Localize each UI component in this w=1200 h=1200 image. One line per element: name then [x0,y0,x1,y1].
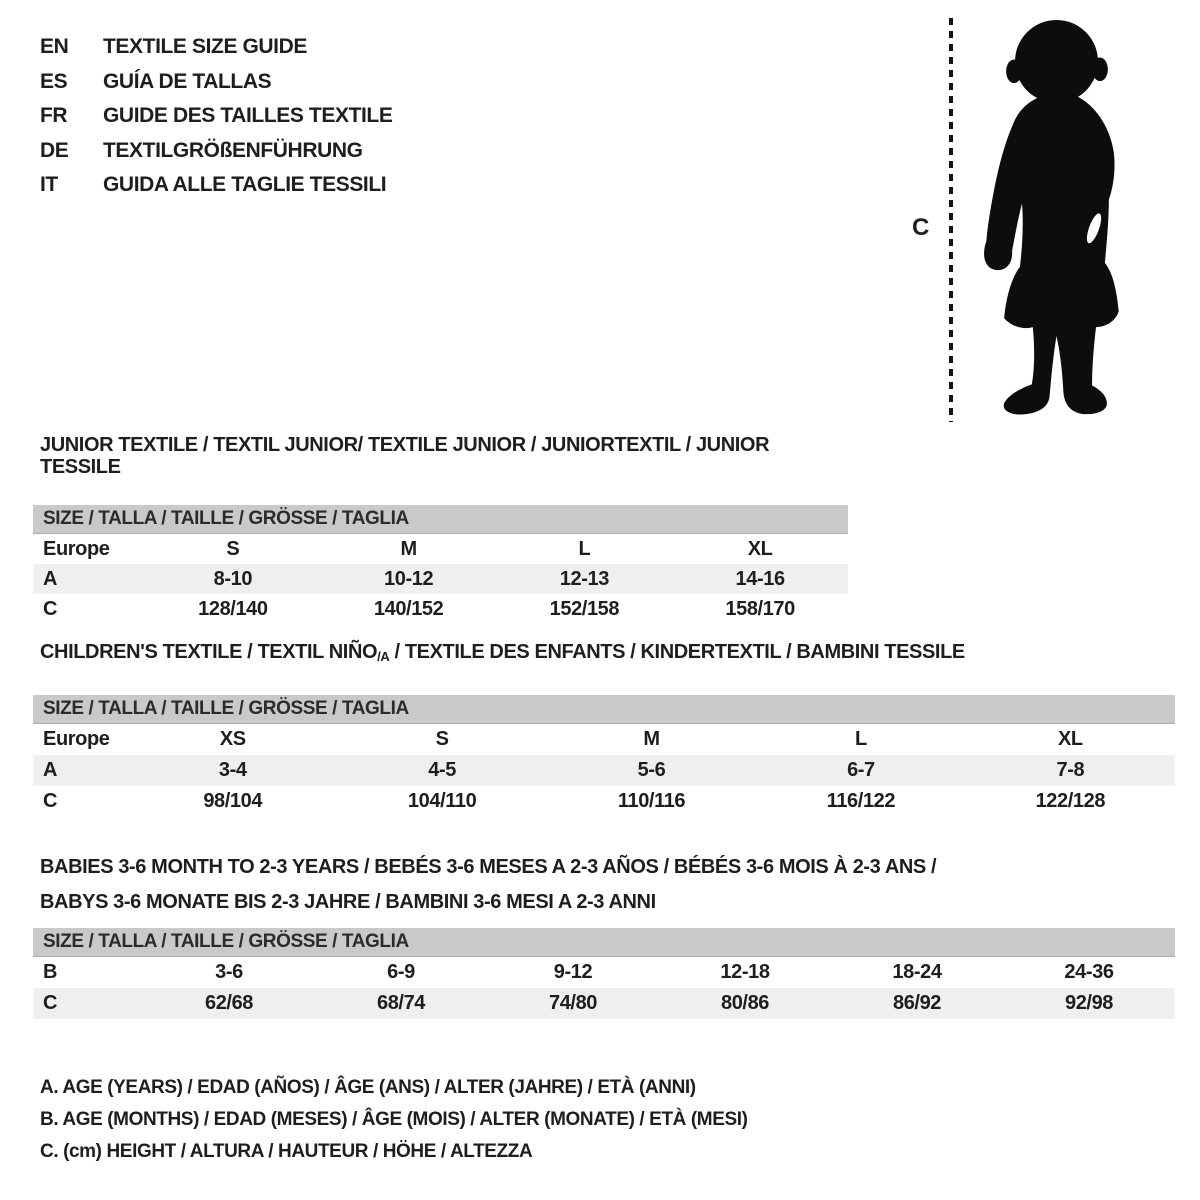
babies-section-title [40,850,1175,920]
table-row-age-months [33,957,1175,988]
language-row [40,30,392,65]
row-label: Europe [43,728,110,750]
junior-size-table [33,505,848,624]
table-row-height [33,594,848,624]
language-title-list [40,30,392,203]
table-cell: 8-10 [213,568,253,590]
row-label: A [43,759,58,781]
table-cell: M [643,728,660,750]
guide-title: GUÍA DE TALLAS [103,69,272,93]
table-row-europe [33,724,1175,755]
table-cell: XL [747,538,773,560]
height-label-c: C [912,214,929,241]
table-row-height [33,786,1175,817]
table-row-age [33,564,848,594]
language-row [40,65,392,100]
table-cell: S [435,728,449,750]
language-row [40,134,392,169]
table-cell: 152/158 [549,598,620,620]
size-header-bar: SIZE / TALLA / TAILLE / GRÖSSE / TAGLIA [33,695,1175,724]
table-cell: M [400,538,417,560]
table-cell: 110/116 [617,790,686,812]
children-size-table [33,695,1175,817]
table-cell: L [855,728,867,750]
table-cell: 158/170 [725,598,795,620]
babies-title-line2: BABYS 3-6 MONATE BIS 2-3 JAHRE / BAMBINI 3-6 MESI A 2-3 ANNI [40,891,656,913]
legend-footnotes [40,1072,748,1168]
table-cell: 3-4 [218,759,247,781]
language-row [40,99,392,134]
table-cell: 3-6 [215,961,243,983]
row-label: C [43,992,58,1014]
guide-title: GUIDA ALLE TAGLIE TESSILI [103,173,387,197]
table-cell: 10-12 [384,568,434,590]
language-code: ES [40,69,68,93]
babies-size-table [33,928,1175,1019]
table-cell: 140/152 [373,598,444,620]
table-cell: 18-24 [892,961,942,983]
table-cell: L [578,538,591,560]
table-cell: 14-16 [735,568,785,590]
row-label: C [43,598,58,620]
table-cell: 74/80 [548,992,598,1014]
table-cell: 104/110 [407,790,477,812]
children-title-suffix: / TEXTILE DES ENFANTS / KINDERTEXTIL / BAMBINI TESSILE [389,641,965,663]
toddler-silhouette-icon [966,16,1146,416]
height-figure [880,10,1190,425]
language-code: DE [40,138,69,162]
table-cell: 128/140 [198,598,268,620]
language-code: EN [40,35,69,59]
junior-section-title: JUNIOR TEXTILE / TEXTIL JUNIOR/ TEXTILE JUNIOR / JUNIORTEXTIL / JUNIOR TESSILE [40,434,770,478]
children-title-prefix: CHILDREN'S TEXTILE / TEXTIL NIÑO [40,641,378,663]
row-label: Europe [43,538,110,560]
children-title-sub: /A [377,649,390,664]
table-cell: 92/98 [1064,992,1114,1014]
table-cell: 122/128 [1035,790,1106,812]
babies-title-line1: BABIES 3-6 MONTH TO 2-3 YEARS / BEBÉS 3-6 MESES A 2-3 AÑOS / BÉBÉS 3-6 MOIS À 2-3 ANS / [40,856,937,878]
table-cell: 7-8 [1056,759,1085,781]
size-header-bar: SIZE / TALLA / TAILLE / GRÖSSE / TAGLIA [33,928,1175,957]
language-code: FR [40,104,68,128]
table-cell: 116/122 [826,790,896,812]
section-junior-textile [33,434,848,624]
table-cell: XS [219,728,246,750]
size-header-bar: SIZE / TALLA / TAILLE / GRÖSSE / TAGLIA [33,505,848,534]
table-cell: XL [1057,728,1083,750]
table-cell: 6-9 [387,961,415,983]
table-cell: 24-36 [1064,961,1114,983]
language-row [40,168,392,203]
footnote-c: C. (cm) HEIGHT / ALTURA / HAUTEUR / HÖHE / ALTEZZA [40,1141,533,1162]
row-label: A [43,568,58,590]
guide-title: TEXTILGRÖßENFÜHRUNG [103,138,363,162]
table-row-europe [33,534,848,564]
language-code: IT [40,173,58,197]
guide-title: GUIDE DES TAILLES TEXTILE [103,104,393,128]
section-babies-textile [33,850,1175,1019]
section-children-textile [33,641,1175,817]
children-section-title [40,641,1175,668]
table-cell: 80/86 [720,992,770,1014]
table-cell: 9-12 [553,961,593,983]
table-row-height [33,988,1175,1019]
table-cell: 5-6 [637,759,666,781]
footnote-b: B. AGE (MONTHS) / EDAD (MESES) / ÂGE (MOIS) / ALTER (MONATE) / ETÀ (MESI) [40,1109,748,1130]
table-cell: 6-7 [847,759,875,781]
table-cell: 12-18 [720,961,770,983]
table-cell: 98/104 [203,790,263,812]
row-label: C [43,790,58,812]
table-cell: 86/92 [892,992,942,1014]
table-cell: 12-13 [559,568,609,590]
table-cell: 4-5 [428,759,456,781]
table-cell: 68/74 [376,992,426,1014]
table-row-age [33,755,1175,786]
row-label: B [43,961,58,983]
footnote-a: A. AGE (YEARS) / EDAD (AÑOS) / ÂGE (ANS) / ALTER (JAHRE) / ETÀ (ANNI) [40,1077,696,1098]
guide-title: TEXTILE SIZE GUIDE [103,35,307,59]
table-cell: 62/68 [204,992,254,1014]
table-cell: S [226,538,240,560]
height-measure-line [949,18,953,422]
